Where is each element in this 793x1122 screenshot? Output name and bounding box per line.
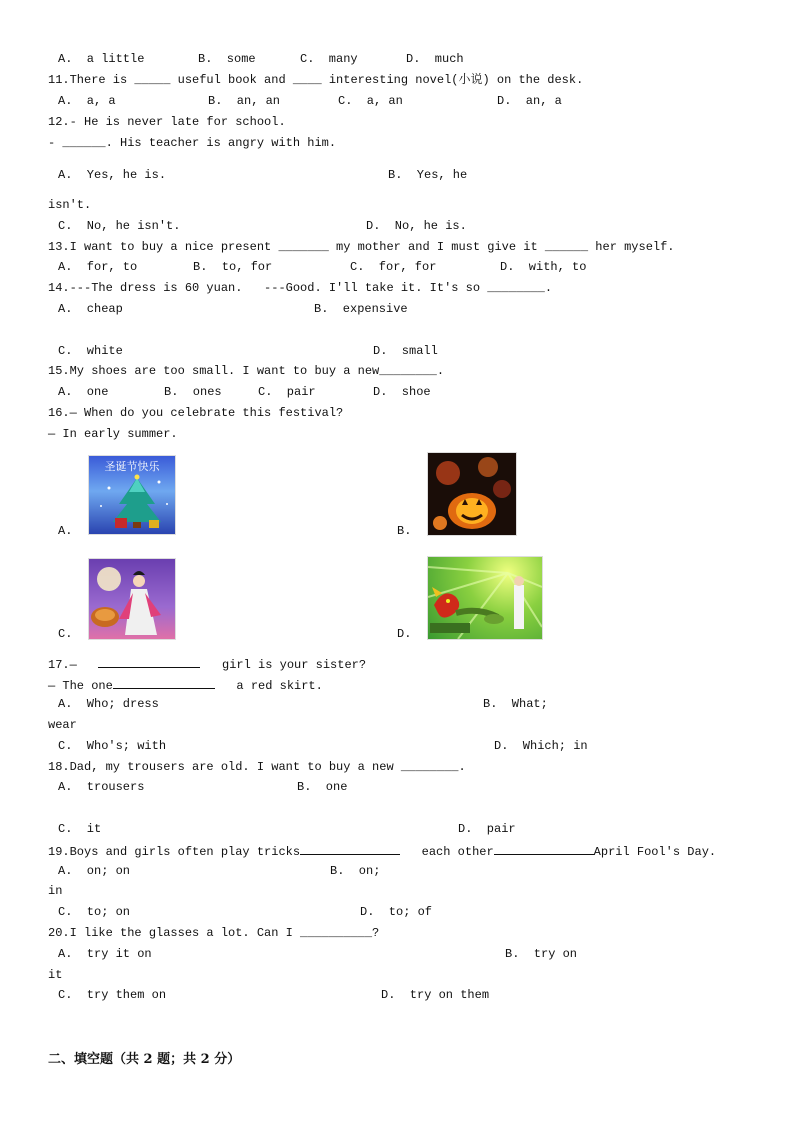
q10-option-c: C. many bbox=[300, 52, 358, 66]
q12-stem: 12.- He is never late for school. bbox=[48, 115, 286, 129]
q14-option-b: B. expensive bbox=[314, 302, 408, 316]
q19-option-c: C. to; on bbox=[58, 905, 131, 919]
q19-stem bbox=[48, 842, 716, 860]
q17-option-d: D. Which; in bbox=[494, 739, 588, 753]
q10-option-b: B. some bbox=[198, 52, 256, 66]
q11-option-d: D. an, a bbox=[497, 94, 562, 108]
q15-option-a: A. one bbox=[58, 385, 109, 399]
section-heading-fill-in: 二、填空题（共 2 题；共 2 分） bbox=[48, 1052, 241, 1067]
q16-option-a: A. bbox=[58, 524, 73, 538]
q12-option-b-wrap: isn't. bbox=[48, 198, 92, 212]
q16-stem-2: — In early summer. bbox=[48, 427, 178, 441]
mid-autumn-image bbox=[88, 558, 176, 640]
q15-option-d: D. shoe bbox=[373, 385, 431, 399]
q19-option-b-wrap: in bbox=[48, 884, 63, 898]
q10-option-a: A. a little bbox=[58, 52, 145, 66]
q20-option-b: B. try on bbox=[505, 947, 578, 961]
q14-option-a: A. cheap bbox=[58, 302, 123, 316]
q16-option-b: B. bbox=[397, 524, 412, 538]
q17-option-a: A. Who; dress bbox=[58, 697, 159, 711]
q13-option-d: D. with, to bbox=[500, 260, 587, 274]
q16-option-c: C. bbox=[58, 627, 73, 641]
q17-stem-post: girl is your sister? bbox=[222, 658, 367, 672]
q15-option-c: C. pair bbox=[258, 385, 316, 399]
q20-option-b-wrap: it bbox=[48, 968, 63, 982]
q18-option-a: A. trousers bbox=[58, 780, 145, 794]
q20-option-c: C. try them on bbox=[58, 988, 167, 1002]
q12-stem-2: - ______. His teacher is angry with him. bbox=[48, 136, 337, 150]
q19-blank-1 bbox=[300, 842, 400, 855]
q11-option-b: B. an, an bbox=[208, 94, 281, 108]
q11-option-a: A. a, a bbox=[58, 94, 116, 108]
q19-stem-post: April Fool's Day. bbox=[593, 845, 717, 859]
dragon-icon bbox=[428, 557, 542, 639]
q14-option-c: C. white bbox=[58, 344, 123, 358]
q17-stem2-post: a red skirt. bbox=[236, 679, 323, 693]
q13-stem: 13.I want to buy a nice present _______ my mother and I must give it ______ her myself. bbox=[48, 240, 675, 254]
christmas-card-image bbox=[88, 455, 176, 535]
q12-option-b: B. Yes, he bbox=[388, 168, 468, 182]
q11-option-c: C. a, an bbox=[338, 94, 403, 108]
q18-stem: 18.Dad, my trousers are old. I want to buy a new ________. bbox=[48, 760, 466, 774]
q19-stem-pre: 19.Boys and girls often play tricks bbox=[48, 845, 301, 859]
q17-option-b: B. What; bbox=[483, 697, 548, 711]
q17-stem2-pre: — The one bbox=[48, 679, 113, 693]
jack-o-lantern-icon bbox=[428, 453, 516, 535]
q12-option-d: D. No, he is. bbox=[366, 219, 467, 233]
q17-blank-1 bbox=[98, 655, 200, 668]
q13-option-b: B. to, for bbox=[193, 260, 273, 274]
q10-option-d: D. much bbox=[406, 52, 464, 66]
christmas-tree-icon bbox=[89, 456, 175, 534]
q13-option-c: C. for, for bbox=[350, 260, 437, 274]
q19-option-a: A. on; on bbox=[58, 864, 131, 878]
christmas-card-caption: 圣诞节快乐 bbox=[104, 460, 160, 473]
q17-option-b-wrap: wear bbox=[48, 718, 77, 732]
q18-option-b: B. one bbox=[297, 780, 348, 794]
q17-blank-2 bbox=[113, 676, 215, 689]
q18-option-c: C. it bbox=[58, 822, 102, 836]
q14-stem: 14.---The dress is 60 yuan. ---Good. I'll take it. It's so ________. bbox=[48, 281, 553, 295]
q12-option-a: A. Yes, he is. bbox=[58, 168, 167, 182]
q19-blank-2 bbox=[494, 842, 594, 855]
q11-stem: 11.There is _____ useful book and ____ interesting novel(小说) on the desk. bbox=[48, 73, 584, 87]
dragon-boat-image bbox=[427, 556, 543, 640]
q14-option-d: D. small bbox=[373, 344, 438, 358]
q20-option-d: D. try on them bbox=[381, 988, 490, 1002]
q18-option-d: D. pair bbox=[458, 822, 516, 836]
q17-stem-pre: 17.— bbox=[48, 658, 77, 672]
q17-option-c: C. Who's; with bbox=[58, 739, 167, 753]
q20-option-a: A. try it on bbox=[58, 947, 152, 961]
q15-option-b: B. ones bbox=[164, 385, 222, 399]
q19-option-b: B. on; bbox=[330, 864, 381, 878]
q20-stem: 20.I like the glasses a lot. Can I __________? bbox=[48, 926, 380, 940]
q17-stem-2 bbox=[48, 676, 323, 694]
q19-option-d: D. to; of bbox=[360, 905, 433, 919]
q16-option-d: D. bbox=[397, 627, 412, 641]
q17-stem bbox=[48, 655, 366, 673]
q15-stem: 15.My shoes are too small. I want to buy a new________. bbox=[48, 364, 445, 378]
chang-e-icon bbox=[89, 559, 175, 639]
halloween-image bbox=[427, 452, 517, 536]
q19-stem-mid: each other bbox=[421, 845, 494, 859]
q16-stem: 16.— When do you celebrate this festival? bbox=[48, 406, 344, 420]
q12-option-c: C. No, he isn't. bbox=[58, 219, 181, 233]
q13-option-a: A. for, to bbox=[58, 260, 138, 274]
